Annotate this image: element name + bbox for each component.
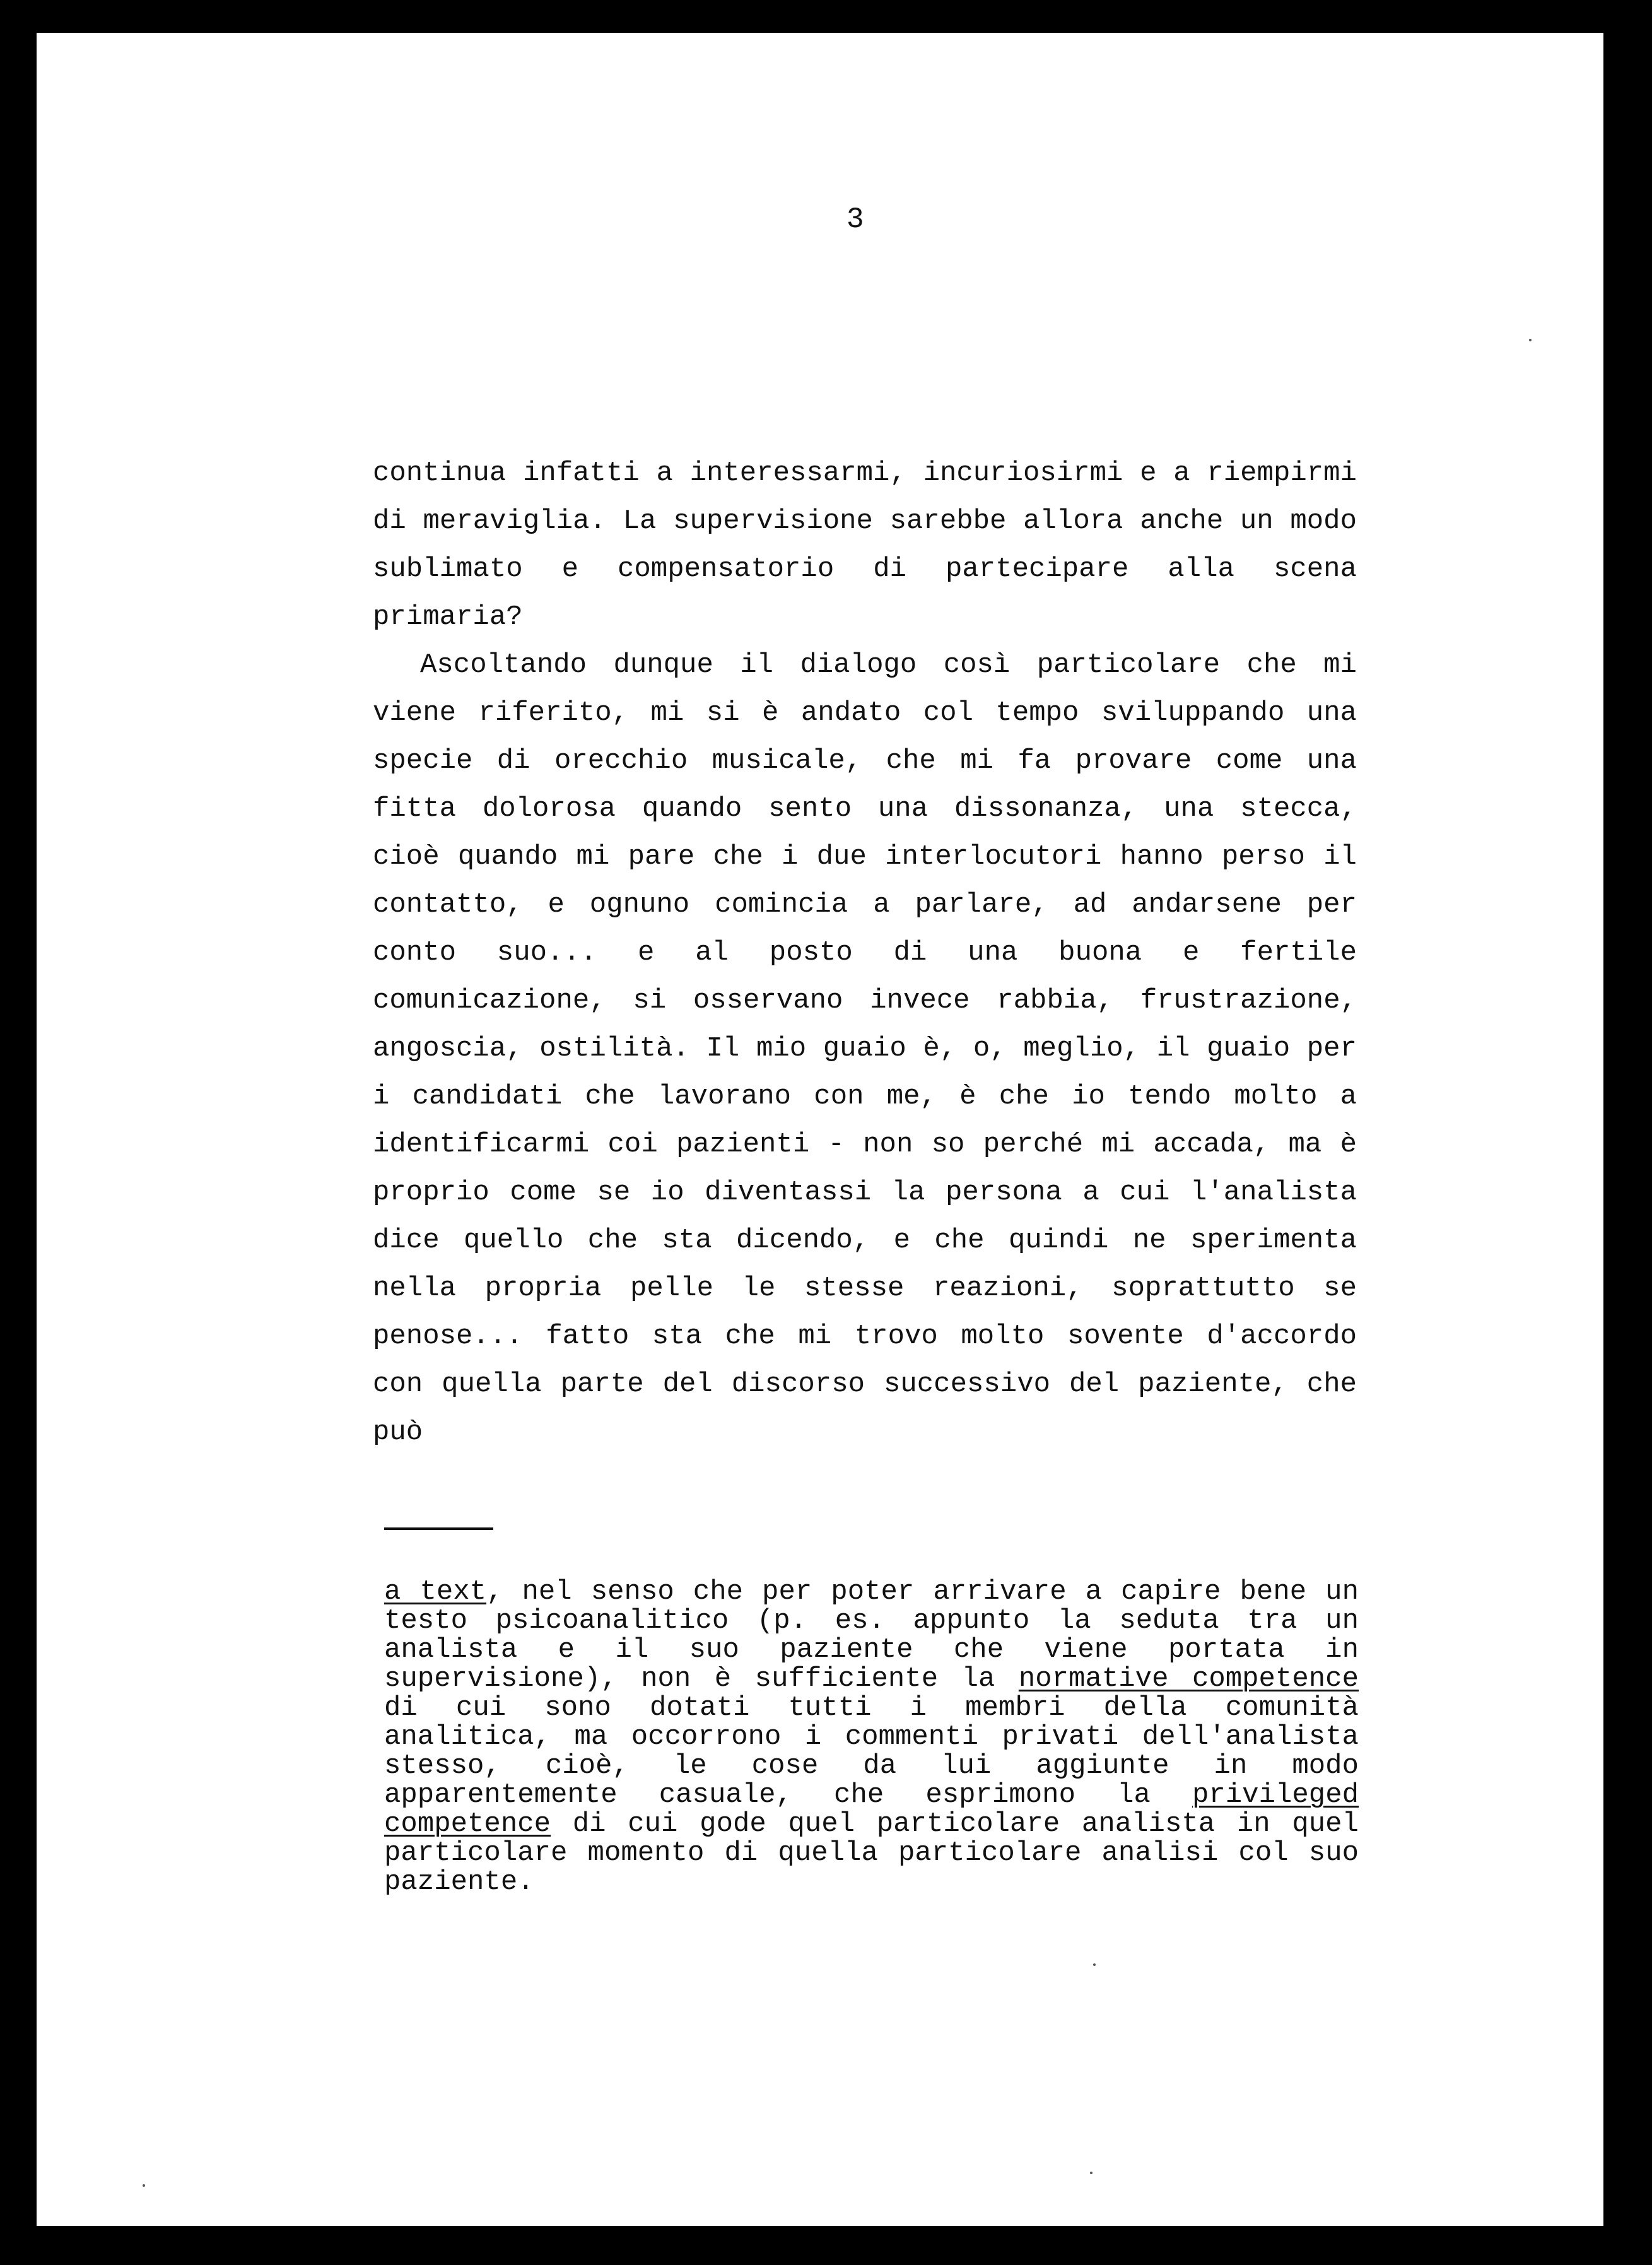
scan-speck — [143, 2184, 145, 2187]
footnote-text-3: di cui gode quel particolare analista in quel particolare momento di quella particolare analisi col suo paziente. — [384, 1808, 1359, 1898]
footnote-text-2: di cui sono dotati tutti i membri della comunità analitica, ma occorrono i commenti privati dell'analista stesso, cioè, le cose da lui aggiunte in modo apparentemente casuale, che esprimono la — [384, 1692, 1359, 1811]
footnote — [384, 1577, 1359, 1897]
footnote-separator — [384, 1527, 493, 1530]
scan-speck — [1093, 1963, 1096, 1966]
scan-speck — [1090, 2172, 1093, 2174]
paragraph-2: Ascoltando dunque il dialogo così particolare che mi viene riferito, mi si è andato col tempo sviluppando una specie di orecchio musicale, che mi fa provare come una fitta dolorosa quando sento una dissonanza, una stecca, cioè quando mi pare che i due interlocutori hanno perso il contatto, e ognuno comincia a parlare, ad andarsene per conto suo... e al posto di una buona e fertile comunicazione, si osservano invece rabbia, frustrazione, angoscia, ostilità. Il mio guaio è, o, meglio, il guaio per i candidati che lavorano con me, è che io tendo molto a identificarmi coi pazienti - non so perché mi accada, ma è proprio come se io diventassi la persona a cui l'analista dice quello che sta dicendo, e che quindi ne sperimenta nella propria pelle le stesse reazioni, soprattutto se penose... fatto sta che mi trovo molto sovente d'accordo con quella parte del discorso successivo del paziente, che può — [373, 649, 1357, 1448]
footnote-term-privileged-competence: privileged competence — [384, 1779, 1359, 1840]
footnote-term-normative-competence: normative competence — [1018, 1663, 1359, 1695]
paragraph-1: continua infatti a interessarmi, incuriosirmi e a riempirmi di meraviglia. La supervisione sarebbe allora anche un modo sublimato e compensatorio di partecipare alla scena primaria? — [373, 457, 1357, 633]
scanned-page — [37, 33, 1603, 2226]
footnote-term-a-text: a text — [384, 1576, 487, 1608]
scan-speck — [1529, 339, 1532, 341]
page-number: 3 — [847, 203, 864, 236]
footnote-text-1: , nel senso che per poter arrivare a capire bene un testo psicoanalitico (p. es. appunto la seduta tra un analista e il suo paziente che viene portata in supervisione), non è sufficiente la — [384, 1576, 1359, 1695]
main-text — [373, 449, 1357, 1456]
